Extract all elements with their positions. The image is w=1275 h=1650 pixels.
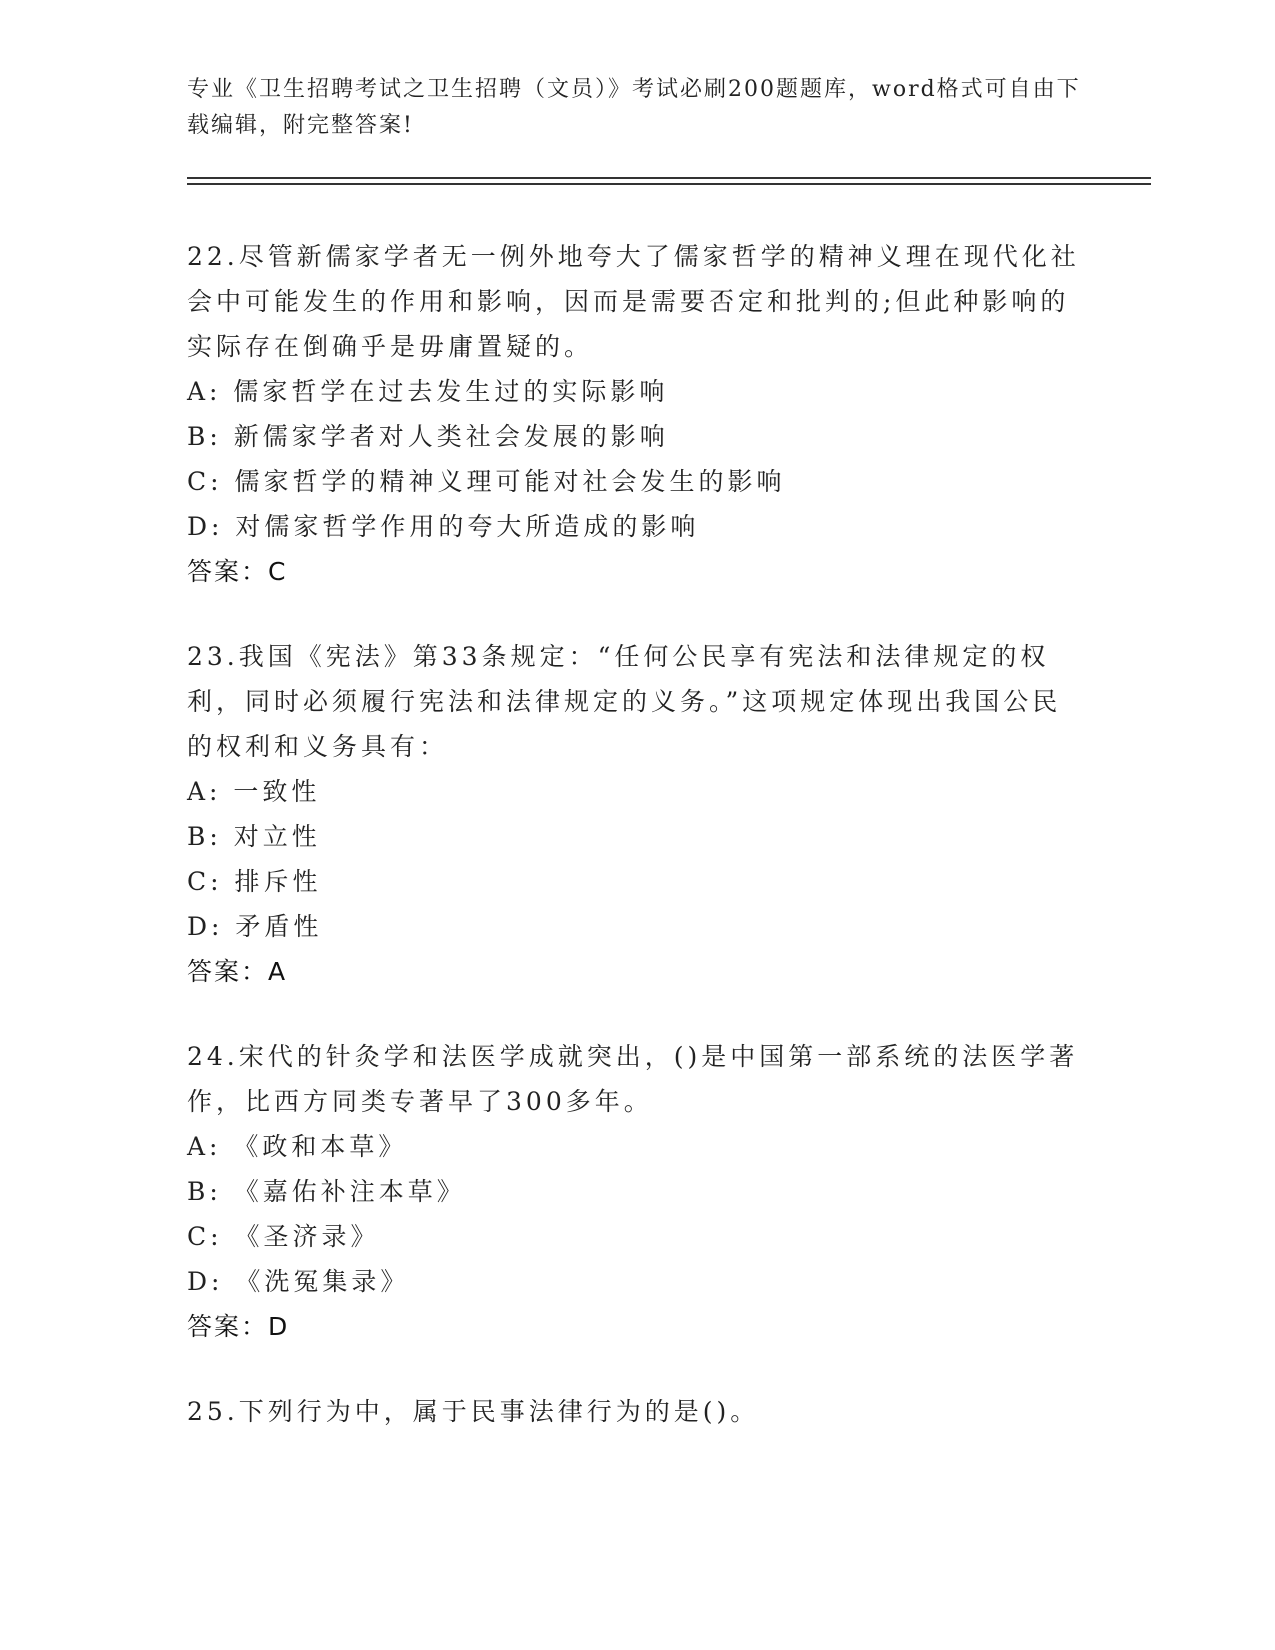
question-item [187, 1034, 1087, 1349]
question-text: 23.我国《宪法》第33条规定：“任何公民享有宪法和法律规定的权利，同时必须履行宪法和法律规定的义务。”这项规定体现出我国公民的权利和义务具有： [187, 642, 1062, 761]
question-text: 22.尽管新儒家学者无一例外地夸大了儒家哲学的精神义理在现代化社会中可能发生的作用和影响，因而是需要否定和批判的;但此种影响的实际存在倒确乎是毋庸置疑的。 [187, 242, 1080, 361]
document-header: 专业《卫生招聘考试之卫生招聘（文员）》考试必刷200题题库，word格式可自由下载编辑，附完整答案! [187, 77, 1081, 138]
question-list [187, 234, 1087, 1474]
question-text: 24.宋代的针灸学和法医学成就突出，()是中国第一部系统的法医学著作，比西方同类专著早了300多年。 [187, 1042, 1079, 1116]
option-a: A: 《政和本草》 [187, 1132, 408, 1161]
option-b: B: 对立性 [187, 822, 321, 851]
option-d: D: 对儒家哲学作用的夸大所造成的影响 [187, 512, 700, 541]
option-c: C: 排斥性 [187, 867, 322, 896]
question-item [187, 234, 1087, 594]
header-divider-bottom [187, 183, 1151, 185]
option-c: C: 《圣济录》 [187, 1222, 380, 1251]
option-d: D: 《洗冤集录》 [187, 1267, 410, 1296]
question-item [187, 1389, 1087, 1434]
answer-text: 答案：C [187, 557, 288, 586]
question-text: 25.下列行为中，属于民事法律行为的是()。 [187, 1397, 760, 1426]
answer-text: 答案：A [187, 957, 288, 986]
option-c: C: 儒家哲学的精神义理可能对社会发生的影响 [187, 467, 786, 496]
question-item [187, 634, 1087, 994]
option-d: D: 矛盾性 [187, 912, 323, 941]
option-b: B: 《嘉佑补注本草》 [187, 1177, 466, 1206]
answer-text: 答案：D [187, 1312, 290, 1341]
option-b: B: 新儒家学者对人类社会发展的影响 [187, 422, 669, 451]
option-a: A: 一致性 [187, 777, 321, 806]
header-divider-top [187, 177, 1151, 179]
option-a: A: 儒家哲学在过去发生过的实际影响 [187, 377, 669, 406]
